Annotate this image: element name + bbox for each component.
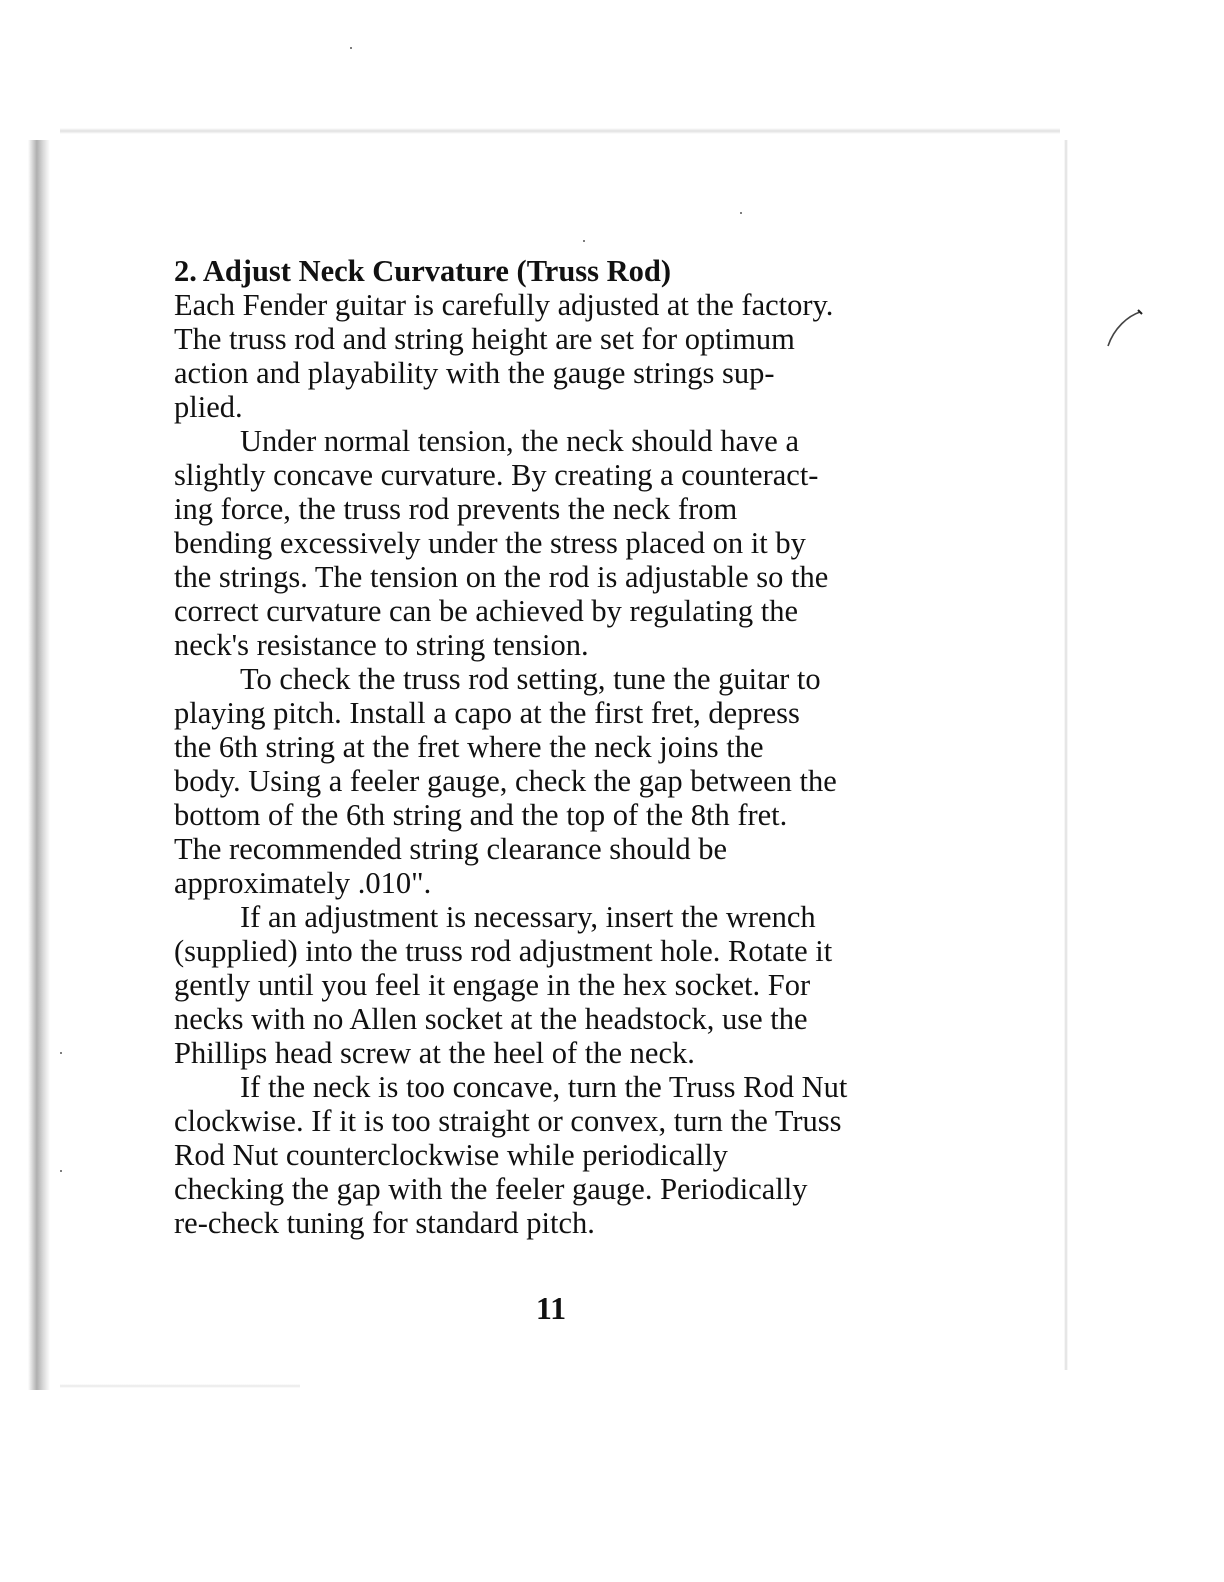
text-line: approximately .010".	[174, 866, 432, 900]
text-line: necks with no Allen socket at the headstock, use the	[174, 1002, 808, 1036]
page-edge-right	[1064, 140, 1068, 1370]
scan-speck	[60, 1170, 62, 1172]
page-edge-bottom	[60, 1384, 300, 1388]
text-line: checking the gap with the feeler gauge. Periodically	[174, 1172, 808, 1206]
scan-speck	[60, 1052, 62, 1054]
paragraph	[174, 900, 954, 1070]
paragraph	[174, 288, 954, 424]
text-line: The recommended string clearance should be	[174, 832, 728, 866]
section-heading: 2. Adjust Neck Curvature (Truss Rod)	[174, 254, 672, 288]
text-line: playing pitch. Install a capo at the first fret, depress	[174, 696, 800, 730]
text-line: re-check tuning for standard pitch.	[174, 1206, 595, 1240]
text-line: ing force, the truss rod prevents the neck from	[174, 492, 738, 526]
text-line: slightly concave curvature. By creating a counteract-	[174, 458, 819, 492]
text-line: gently until you feel it engage in the hex socket. For	[174, 968, 811, 1002]
scan-speck	[740, 212, 742, 214]
page-edge-top	[60, 128, 1060, 134]
text-line: Phillips head screw at the heel of the neck.	[174, 1036, 695, 1070]
scan-speck	[583, 240, 585, 242]
text-line: bottom of the 6th string and the top of the 8th fret.	[174, 798, 788, 832]
text-line: If the neck is too concave, turn the Truss Rod Nut	[240, 1070, 848, 1104]
text-line: Rod Nut counterclockwise while periodically	[174, 1138, 728, 1172]
document-body	[174, 254, 954, 1240]
text-line: clockwise. If it is too straight or convex, turn the Truss	[174, 1104, 842, 1138]
text-line: Under normal tension, the neck should have a	[240, 424, 800, 458]
text-line: action and playability with the gauge strings sup-	[174, 356, 775, 390]
text-line: the strings. The tension on the rod is adjustable so the	[174, 560, 829, 594]
page-number: 11	[535, 1290, 567, 1326]
text-line: The truss rod and string height are set for optimum	[174, 322, 795, 356]
text-line: plied.	[174, 390, 243, 424]
pencil-mark-icon	[1100, 306, 1146, 352]
text-line: bending excessively under the stress placed on it by	[174, 526, 806, 560]
text-line: Each Fender guitar is carefully adjusted at the factory.	[174, 288, 834, 322]
text-line: the 6th string at the fret where the neck joins the	[174, 730, 764, 764]
scan-speck	[350, 47, 352, 49]
page-edge-left	[28, 140, 50, 1390]
text-line: (supplied) into the truss rod adjustment hole. Rotate it	[174, 934, 833, 968]
paragraph	[174, 424, 954, 662]
text-line: To check the truss rod setting, tune the guitar to	[240, 662, 821, 696]
text-line: neck's resistance to string tension.	[174, 628, 589, 662]
text-line: If an adjustment is necessary, insert the wrench	[240, 900, 816, 934]
paragraph	[174, 1070, 954, 1240]
paragraph	[174, 662, 954, 900]
text-line: correct curvature can be achieved by regulating the	[174, 594, 799, 628]
paragraph-container	[174, 288, 954, 1240]
text-line: body. Using a feeler gauge, check the gap between the	[174, 764, 837, 798]
